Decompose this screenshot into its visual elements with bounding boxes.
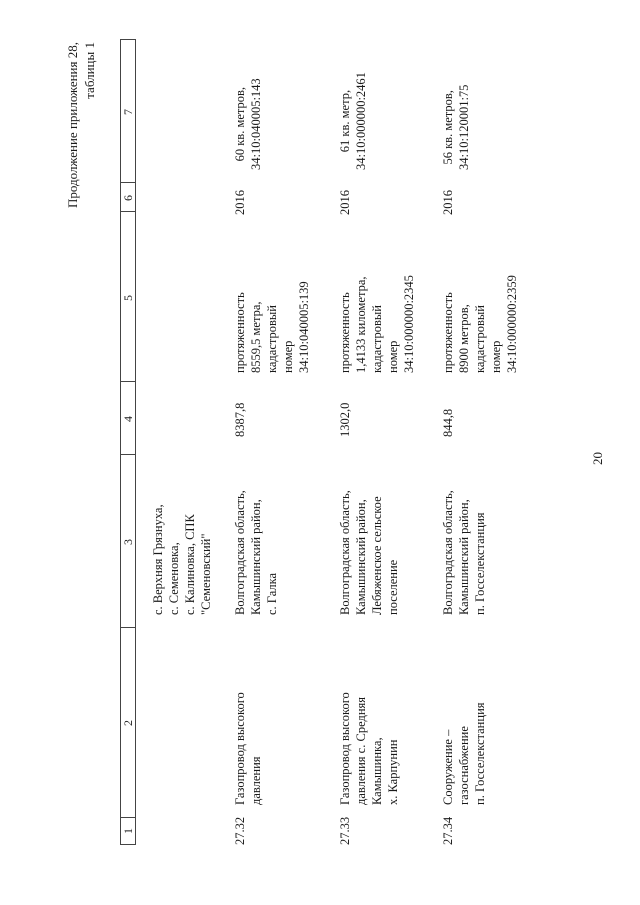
object-area: 56 кв. метров, 34:10:120001:75 [441, 84, 471, 170]
column-header: 4 [121, 416, 135, 422]
object-name: Сооружение – газоснабжение п. Госселекстанция [441, 702, 487, 805]
column-header: 5 [121, 295, 135, 301]
column-divider [120, 39, 136, 40]
object-area: 61 кв. метр, 34:10:000000:2461 [338, 72, 368, 170]
object-area: 60 кв. метров, 34:10:040005:143 [233, 78, 263, 170]
page-number: 20 [590, 452, 605, 465]
object-year: 2016 [441, 190, 455, 215]
object-value: 8387,8 [233, 402, 247, 437]
object-year: 2016 [233, 190, 247, 215]
row-number: 27.32 [233, 816, 247, 845]
continuation-line-2: таблицы 1 [82, 42, 97, 99]
column-header: 1 [121, 828, 135, 834]
column-header: 2 [121, 720, 135, 726]
continuation-heading [64, 42, 98, 208]
column-divider [120, 627, 136, 628]
object-description: протяженность 1,4133 километра, кадастровый номер 34:10:000000:2345 [338, 275, 416, 373]
object-name: Газопровод высокого давления [233, 692, 263, 805]
object-address: Волгоградская область, Камышинский район, п. Госселекстанция [441, 490, 487, 615]
object-value: 1302,0 [338, 402, 352, 437]
object-address: Волгоградская область, Камышинский район, с. Галка [233, 490, 279, 615]
column-header: 3 [121, 539, 135, 545]
continuation-line-1: Продолжение приложения 28, [65, 42, 80, 209]
object-year: 2016 [338, 190, 352, 215]
object-value: 844,8 [441, 408, 455, 437]
object-address: Волгоградская область, Камышинский район, Лебяженское сельское поселение [338, 490, 400, 615]
object-description: протяженность 8559,5 метра, кадастровый номер 34:10:040005:139 [233, 281, 311, 373]
column-divider [120, 454, 136, 455]
column-divider [120, 381, 136, 382]
row-number: 27.33 [338, 816, 352, 845]
object-description: протяженность 8900 метров, кадастровый номер 34:10:000000:2359 [441, 275, 519, 373]
row-number: 27.34 [441, 816, 455, 845]
intro-address: с. Верхняя Грязнуха, с. Семеновка, с. Калиновка, СПК "Семеновский" [151, 504, 213, 615]
column-header: 7 [121, 109, 135, 115]
column-header: 6 [121, 195, 135, 201]
object-name: Газопровод высокого давления с. Средняя Камышинка, х. Карпунин [338, 692, 400, 805]
